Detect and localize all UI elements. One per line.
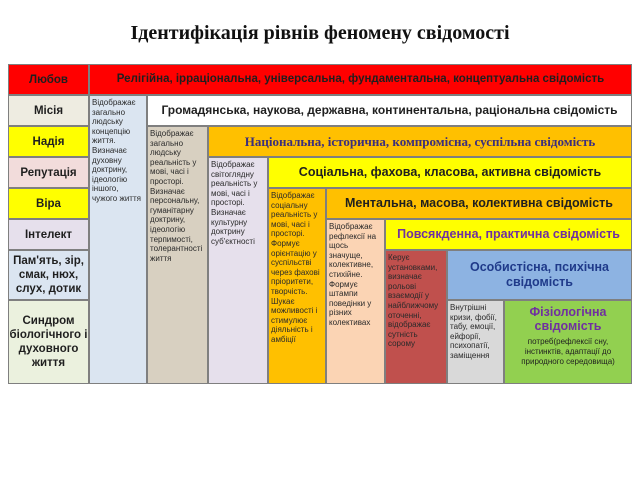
band-civic: Громадянська, наукова, державна, континентальна, раціональна свідомість — [147, 95, 632, 126]
band-national: Національна, історична, компромісна, суспільна свідомість — [208, 126, 632, 157]
level-label-syndrome: Синдром біологічного і духовного життя — [8, 300, 89, 384]
level-label-faith: Віра — [8, 188, 89, 219]
description-civic: Відображає загально людську реальність у мові, часі і просторі. Визначає персональну, гуманітарну доктрину, ідеологію терпимості, толерантності життя — [147, 126, 208, 384]
level-label-reputation: Репутація — [8, 157, 89, 188]
description-national: Відображає світоглядну реальність у мові, часі і просторі. Визначає культурну доктрину суб'єктності — [208, 157, 268, 384]
level-label-hope: Надія — [8, 126, 89, 157]
level-label-mission: Місія — [8, 95, 89, 126]
band-physiological-note: потреб(рефлексії сну, інстинктів, адаптації до природного середовища) — [521, 337, 615, 366]
description-social: Відображає соціальну реальність у мові, часі і просторі. Формує орієнтацію у суспільстві через фахові пріоритети, творчість. Шукає можливості і стимулює діяльність і амбіції — [268, 188, 326, 384]
band-religious: Релігійна, ірраціональна, універсальна, фундаментальна, концептуальна свідомість — [89, 64, 632, 95]
band-physiological — [504, 300, 632, 384]
level-label-love: Любов — [8, 64, 89, 95]
band-personal: Особистісна, психічна свідомість — [447, 250, 632, 300]
band-physiological-title: Фізіологічна свідомість — [529, 305, 607, 333]
description-personal: Внутрішні кризи, фобії, табу, емоції, ейфорії, психопатії, заміщення — [447, 300, 504, 384]
band-everyday: Повсякденна, практична свідомість — [385, 219, 632, 250]
description-mental: Відображає рефлексії на щось значуще, колективне, стихійне. Формує штампи поведінки у різних колективах — [326, 219, 385, 384]
band-mental: Ментальна, масова, колективна свідомість — [326, 188, 632, 219]
band-social: Соціальна, фахова, класова, активна свідомість — [268, 157, 632, 188]
level-label-intellect: Інтелект — [8, 219, 89, 250]
description-everyday: Керує установками, визначає рольові взаємодії у найближчому оточенні, відображає сутність сорому — [385, 250, 447, 384]
level-label-senses: Пам'ять, зір, смак, нюх, слух, дотик — [8, 250, 89, 300]
page-title: Ідентифікація рівнів феномену свідомості — [130, 22, 510, 44]
description-universal: Відображає загально людську концепцію життя. Визначає духовну доктрину, ідеологію іншого, чужого життя — [89, 95, 147, 384]
